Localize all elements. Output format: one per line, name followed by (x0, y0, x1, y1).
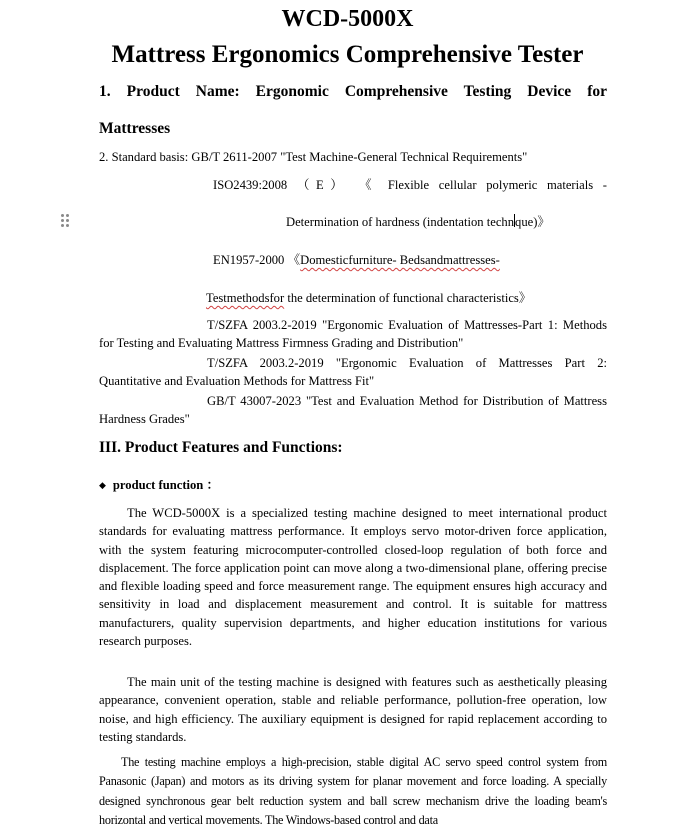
section1-heading (99, 82, 607, 102)
paragraph-drive-system: The testing machine employs a high-precision, stable digital AC servo speed control system from Panasonic (Japan) and motors as its driving system for planar movement and force loading. A specially designed synchronous gear belt reduction system and ball screw mechanism drive the loading beam's horizontal and vertical movements. The Windows-based control and data (99, 755, 607, 828)
standard-en-line2: Testmethodsfor the determination of functional characteristics》 (206, 291, 532, 305)
diamond-bullet-icon: ◆ (99, 481, 106, 491)
model-title: WCD-5000X (281, 6, 414, 32)
spellcheck-underline: Testmethodsfor (206, 291, 285, 305)
standard-en-line1: EN1957-2000 《Domesticfurniture- Bedsandmattresses- (213, 253, 500, 267)
section1-heading-line2: Mattresses (99, 120, 171, 137)
paragraph-product-function: The WCD-5000X is a specialized testing machine designed to meet international product standards for evaluating mattress performance. It employs servo motor-driven force application, with the system featuring microcomputer-controlled closed-loop regulation of both force and displacement. The force application point can move along a two-dimensional plane, offering precise and flexible loading speed and force measurement range. The equipment ensures high accuracy and sensitivity in load and displacement measurement and control. It is suitable for mattress manufacturers, quality supervision departments, and higher education institutions for various research purposes. (99, 506, 607, 649)
standard-iso-line2: Determination of hardness (indentation technque)》 (286, 215, 551, 229)
standard-iso-line1: ISO2439:2008 （E） 《 Flexible cellular polymeric materials - (213, 178, 607, 192)
bullet-item (99, 477, 219, 496)
standard-tszfa-part1: T/SZFA 2003.2-2019 "Ergonomic Evaluation of Mattresses-Part 1: Methods for Testing and Evaluating Mattress Firmness Grading and Distribution" (99, 318, 607, 351)
standard-tszfa-part2: T/SZFA 2003.2-2019 "Ergonomic Evaluation of Mattresses Part 2: Quantitative and Evaluation Methods for Mattress Fit" (99, 356, 607, 389)
document-title: Mattress Ergonomics Comprehensive Tester (111, 41, 584, 68)
spellcheck-underline: Domesticfurniture- Bedsandmattresses- (300, 253, 500, 267)
section3-heading: III. Product Features and Functions: (99, 439, 343, 456)
standard-basis-intro: 2. Standard basis: GB/T 2611-2007 "Test Machine-General Technical Requirements" (99, 150, 528, 164)
bullet-label: product function ： (112, 478, 220, 492)
drag-handle-icon[interactable] (61, 214, 71, 230)
standard-gbt-43007: GB/T 43007-2023 "Test and Evaluation Method for Distribution of Mattress Hardness Grades" (99, 394, 607, 427)
paragraph-main-unit: The main unit of the testing machine is designed with features such as aesthetically pleasing appearance, convenient operation, stable and reliable performance, pollution-free operation, low noise, and high efficiency. The auxiliary equipment is designed for rapid replacement according to testing standards. (99, 675, 607, 744)
section1-heading-line1: 1. Product Name: Ergonomic Comprehensive Testing Device for (99, 83, 607, 100)
